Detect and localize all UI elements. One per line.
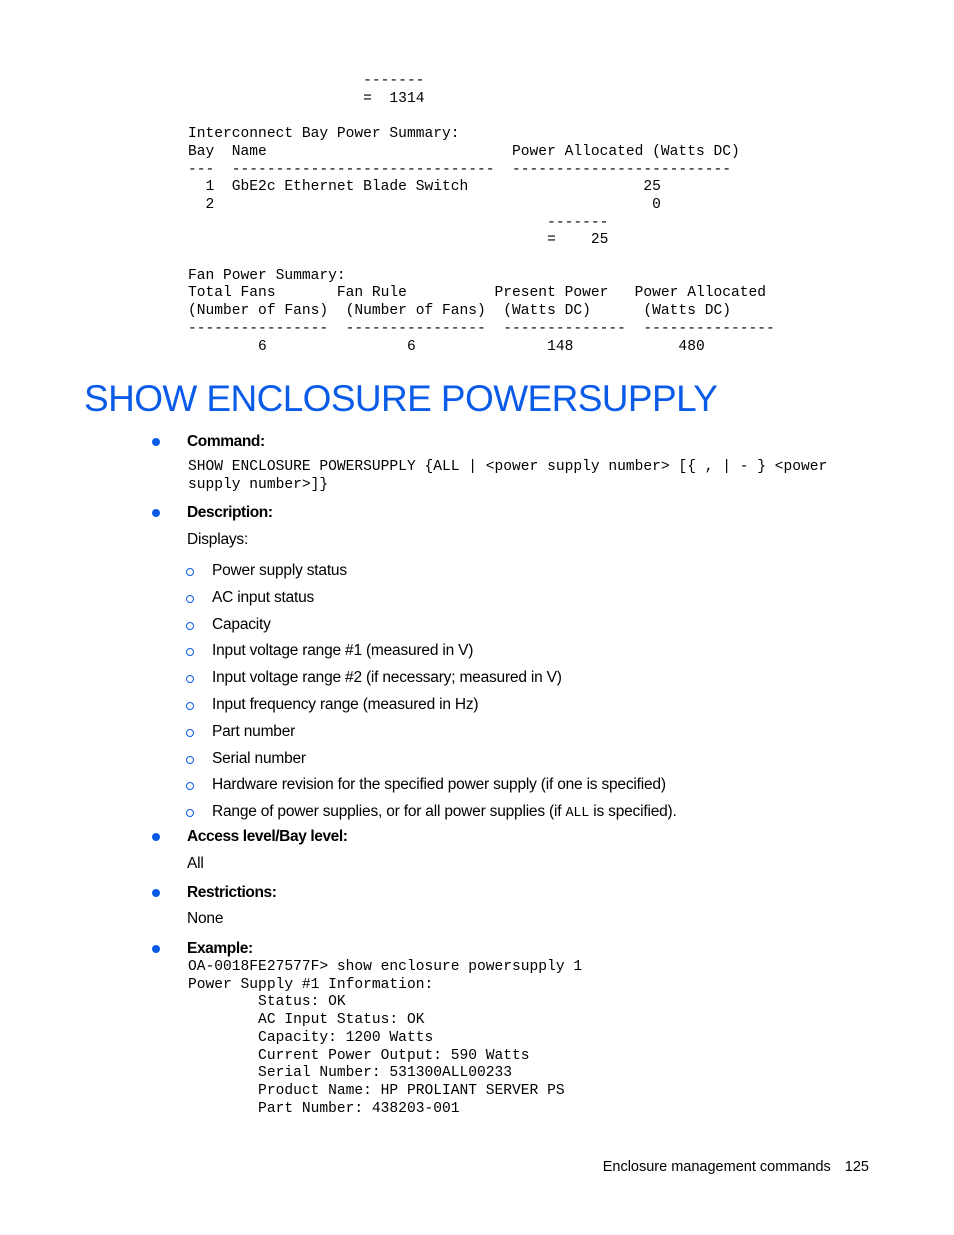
access-label: Access level/Bay level: [187,828,348,845]
page-number: 125 [844,1159,869,1175]
access-value: All [187,855,204,872]
circle-bullet-icon [186,648,194,656]
circle-bullet-icon [186,675,194,683]
circle-bullet-icon [186,729,194,737]
bullet-icon [152,833,160,841]
bullet-icon [152,438,160,446]
description-item-text: AC input status [212,588,315,606]
description-intro: Displays: [187,531,249,548]
description-item [0,696,954,722]
description-item [0,776,954,802]
description-item-text: Capacity [212,615,271,633]
description-item-text: Serial number [212,749,306,767]
description-item-text: Input voltage range #2 (if necessary; measured in V) [212,669,562,687]
description-label: Description: [187,504,273,521]
description-item-text: Input voltage range #1 (measured in V) [212,642,474,660]
bullet-icon [152,945,160,953]
inline-code: ALL [565,806,590,822]
circle-bullet-icon [186,702,194,710]
bullet-icon [152,889,160,897]
description-item [0,562,954,588]
description-item [0,615,954,642]
description-item [0,722,954,749]
description-item-text: Power supply status [212,562,347,579]
item-text-part: Range of power supplies, or for all power supplies (if [212,803,566,821]
description-item [0,803,954,829]
description-item [0,588,954,615]
circle-bullet-icon [186,622,194,630]
circle-bullet-icon [186,809,194,817]
example-label: Example: [187,940,253,957]
command-label: Command: [187,433,265,450]
description-item [0,669,954,695]
description-item-text: Part number [212,722,296,740]
description-item-text: Input frequency range (measured in Hz) [212,696,479,713]
restrictions-value: None [187,910,224,927]
circle-bullet-icon [186,782,194,790]
restrictions-label: Restrictions: [187,884,277,901]
bullet-icon [152,509,160,517]
circle-bullet-icon [186,595,194,603]
description-item-text [212,803,677,821]
item-text-part: is specified). [589,803,677,821]
footer-section: Enclosure management commands [602,1159,831,1175]
command-syntax: SHOW ENCLOSURE POWERSUPPLY {ALL | <power supply number> [{ , | - } <power supply number>]} [188,459,828,493]
power-summary-listing: ------- = 1314 Interconnect Bay Power Summary: Bay Name Power Allocated (Watts DC) --- ------------------------------ ------------------------- 1 GbE2c Ethernet Blade Switch 25 2 0 ------- = 25 Fan Power Summary: Total Fans Fan Rule Present Power Power Allocated (Number of Fans) (Number of Fans) (Watts DC) (Watts DC) ---------------- ---------------- -------------- --------------- 6 6 148 480 [188,73,775,355]
example-code: OA-0018FE27577F> show enclosure powersupply 1 Power Supply #1 Information: Status: OK AC Input Status: OK Capacity: 1200 Watts Current Power Output: 590 Watts Serial Number: 531300ALL00233 Product Name: HP PROLIANT SERVER PS Part Number: 438203-001 [188,959,583,1117]
page-footer [603,1159,869,1175]
description-item-text: Hardware revision for the specified power supply (if one is specified) [212,776,666,794]
circle-bullet-icon [186,568,194,576]
section-heading: SHOW ENCLOSURE POWERSUPPLY [84,378,718,419]
description-item [0,642,954,668]
description-item [0,749,954,776]
circle-bullet-icon [186,756,194,764]
